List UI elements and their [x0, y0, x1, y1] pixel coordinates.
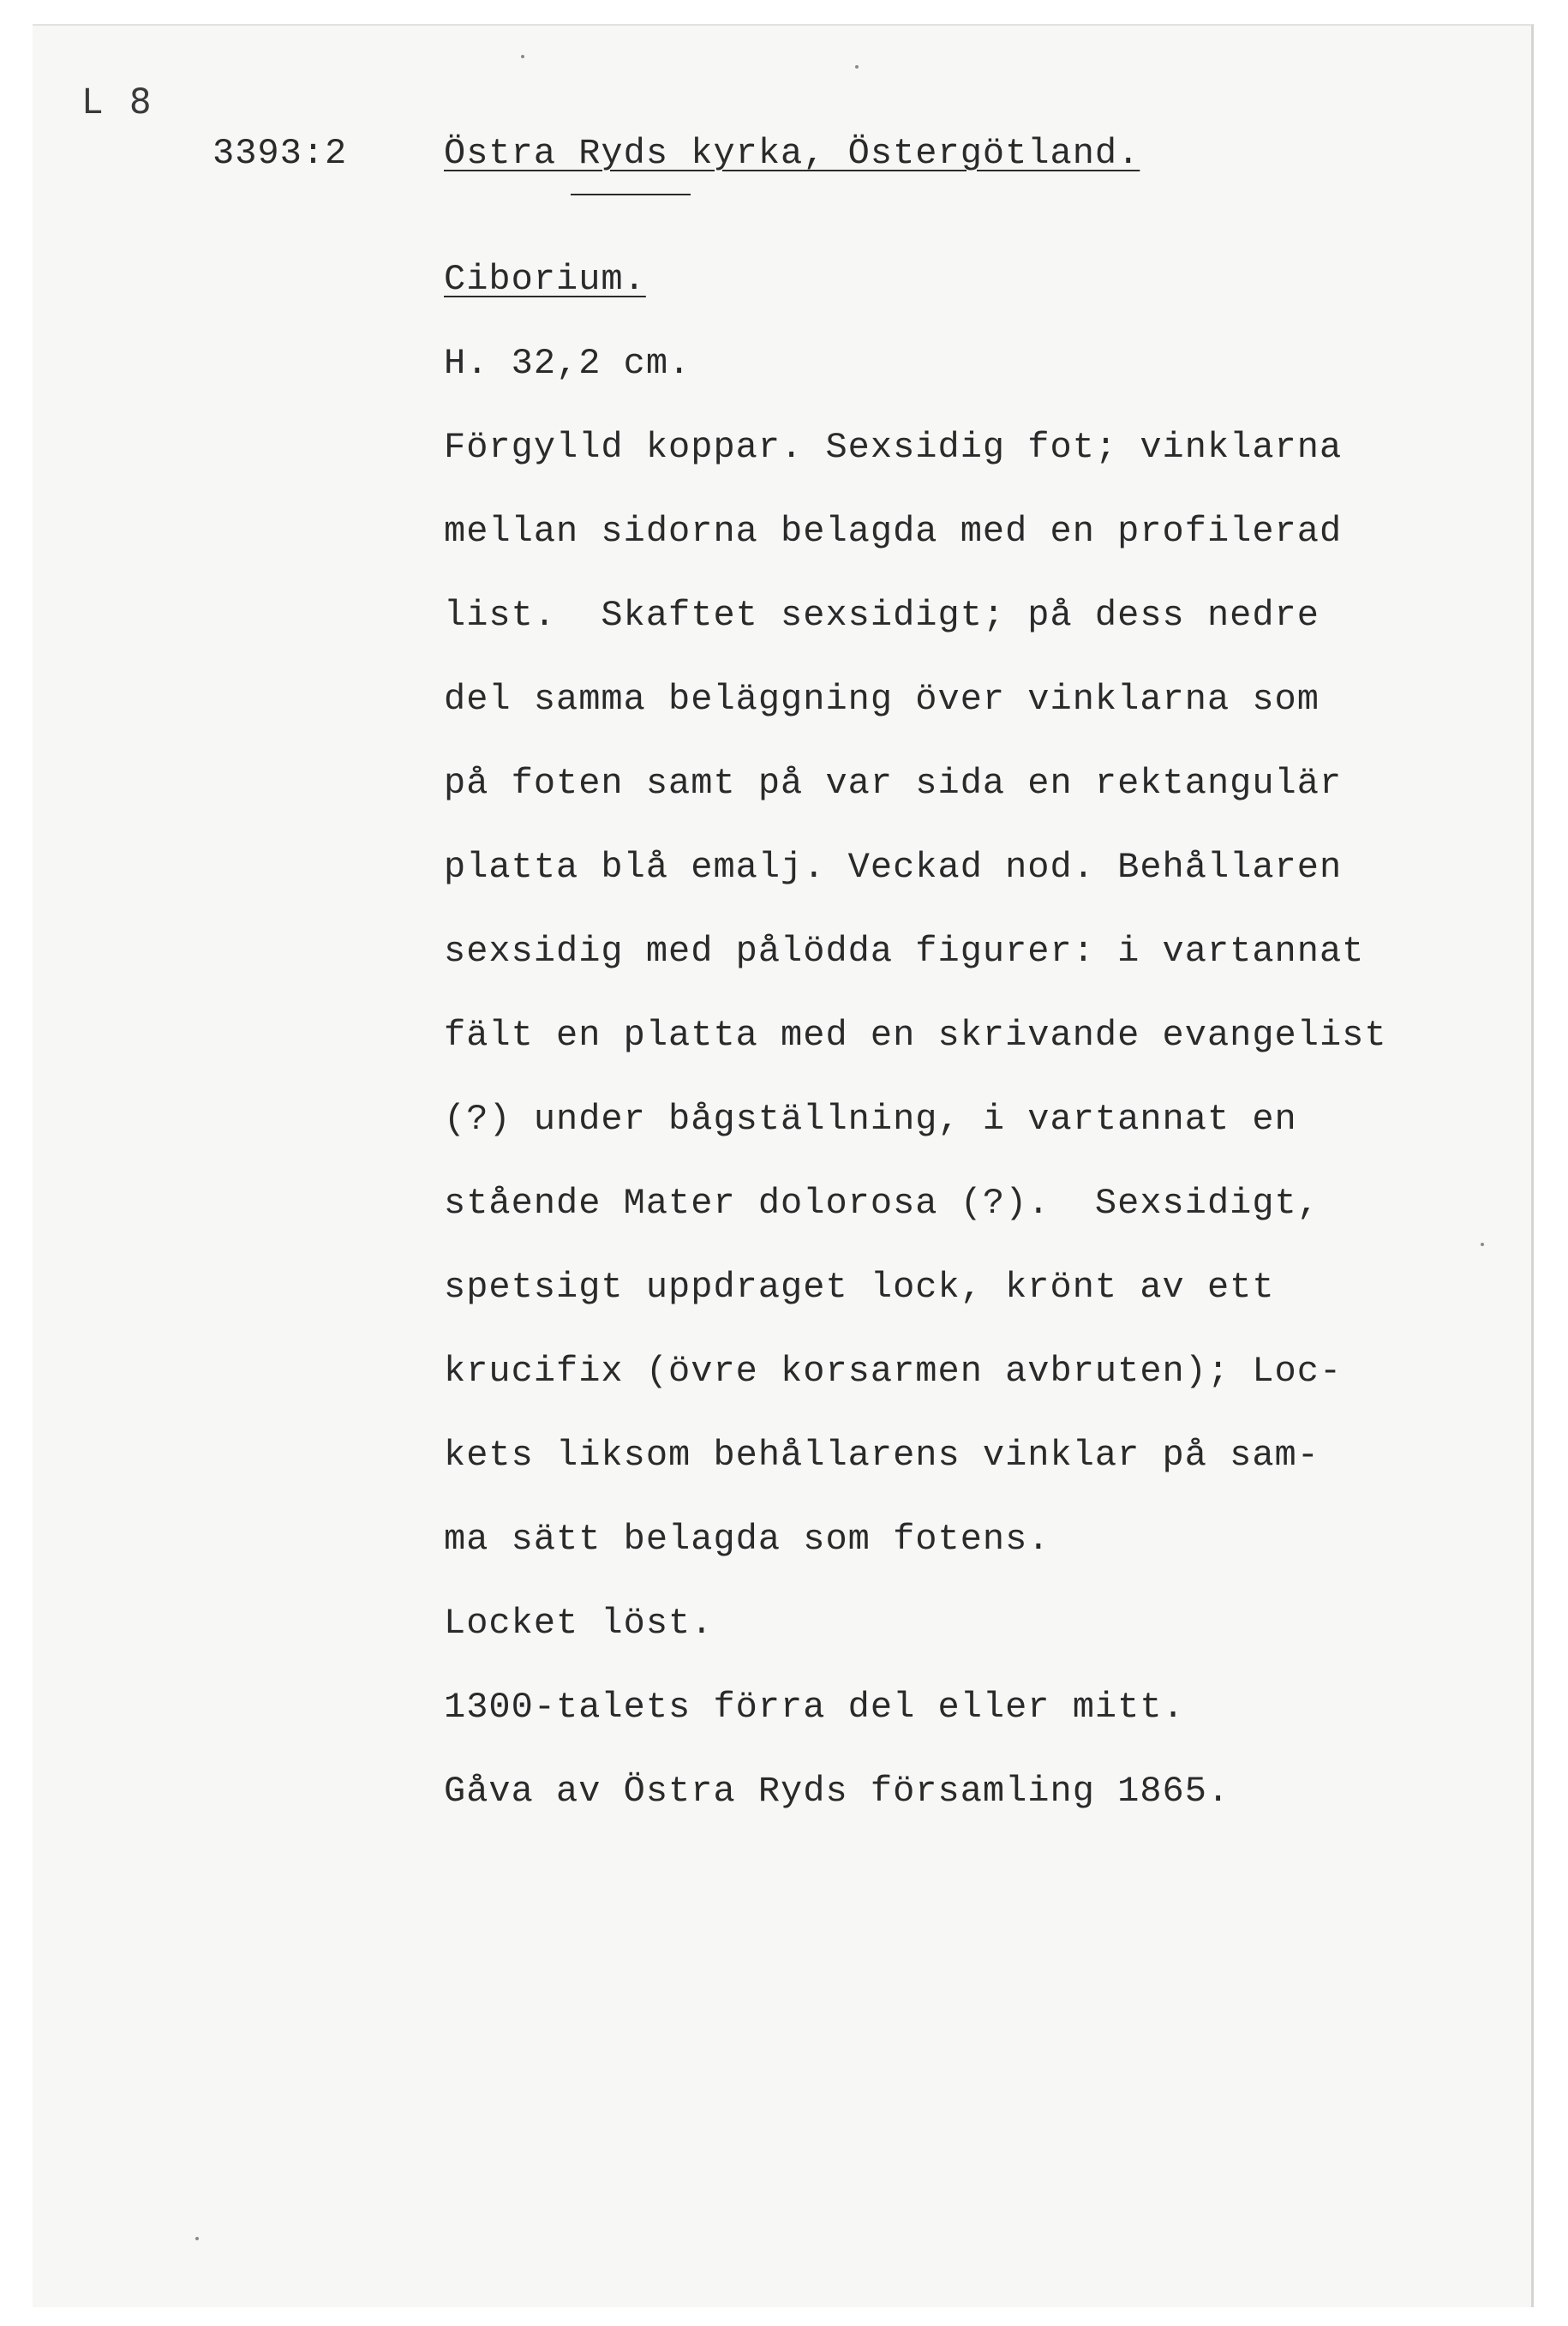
paper-speck — [521, 55, 524, 58]
description-line: på foten samt på var sida en rektangulär — [444, 763, 1343, 804]
inventory-number: 3393:2 — [212, 133, 348, 174]
lid-note: Locket löst. — [444, 1603, 714, 1644]
catalog-card — [33, 24, 1534, 2307]
description-line: Förgylld koppar. Sexsidig fot; vinklarna — [444, 427, 1343, 468]
description-line: kets liksom behållarens vinklar på sam- — [444, 1435, 1320, 1476]
paper-speck — [1481, 1243, 1484, 1246]
description-line: list. Skaftet sexsidigt; på dess nedre — [444, 595, 1320, 636]
heading-rule — [571, 194, 691, 195]
description-line: stående Mater dolorosa (?). Sexsidigt, — [444, 1183, 1320, 1224]
dating: 1300-talets förra del eller mitt. — [444, 1687, 1185, 1728]
description-line: (?) under bågställning, i vartannat en — [444, 1099, 1297, 1140]
handwritten-mark: L 8 — [82, 82, 160, 122]
description-line: ma sätt belagda som fotens. — [444, 1519, 1050, 1560]
description-line: fält en platta med en skrivande evangelist — [444, 1015, 1387, 1056]
paper-speck — [195, 2237, 199, 2240]
height-measure: H. 32,2 cm. — [444, 343, 691, 384]
location-heading: Östra Ryds kyrka, Östergötland. — [444, 133, 1140, 174]
description-line: sexsidig med pålödda figurer: i vartannat — [444, 931, 1365, 972]
paper-speck — [855, 65, 859, 69]
description-line: spetsigt uppdraget lock, krönt av ett — [444, 1267, 1275, 1308]
provenance: Gåva av Östra Ryds församling 1865. — [444, 1771, 1230, 1812]
description-line: del samma beläggning över vinklarna som — [444, 679, 1320, 720]
description-line: mellan sidorna belagda med en profilerad — [444, 511, 1343, 552]
description-line: krucifix (övre korsarmen avbruten); Loc- — [444, 1351, 1343, 1392]
description-line: platta blå emalj. Veckad nod. Behållaren — [444, 847, 1343, 888]
object-title: Ciborium. — [444, 259, 646, 300]
